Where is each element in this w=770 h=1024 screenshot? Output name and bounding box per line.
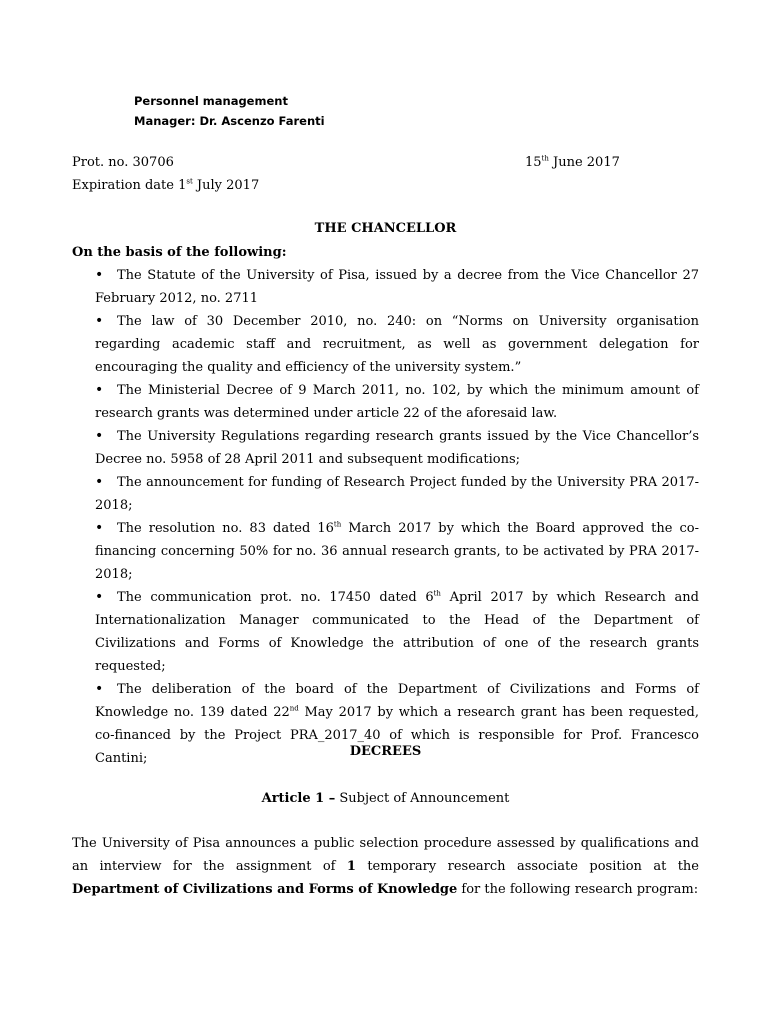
list-item: •The University Regulations regarding research grants issued by the Vice Chancellor’s Decree no. 5958 of 28 April 2011 and subsequent modifications;	[95, 425, 699, 471]
bullet-icon	[95, 471, 117, 494]
document-date: 15th June 2017	[525, 154, 620, 170]
bullet-icon	[95, 678, 117, 701]
document-header	[134, 91, 325, 131]
protocol-number: Prot. no. 30706	[72, 155, 174, 170]
expiration-date: Expiration date 1st July 2017	[72, 177, 260, 193]
list-item: •The announcement for funding of Research Project funded by the University PRA 2017-2018;	[95, 471, 699, 517]
list-item: •The Statute of the University of Pisa, issued by a decree from the Vice Chancellor 27 February 2012, no. 2711	[95, 264, 699, 310]
bullet-icon	[95, 264, 117, 287]
chancellor-title: THE CHANCELLOR	[314, 221, 457, 236]
list-item: •The communication prot. no. 17450 dated 6th April 2017 by which Research and Internationalization Manager communicated to the Head of the Department of Civilizations and Forms of Knowledge the attribution of one of the research grants requested;	[95, 586, 699, 678]
list-item: •The Ministerial Decree of 9 March 2011, no. 102, by which the minimum amount of research grants was determined under article 22 of the aforesaid law.	[95, 379, 699, 425]
bullet-icon	[95, 310, 117, 333]
basis-heading: On the basis of the following:	[72, 245, 287, 260]
announcement-paragraph: The University of Pisa announces a public selection procedure assessed by qualifications and an interview for the assignment of 1 temporary research associate position at the Department of Civilizations and Forms of Knowledge for the following research program:	[72, 836, 699, 897]
manager-name: Manager: Dr. Ascenzo Farenti	[134, 114, 325, 128]
decrees-title: DECREES	[349, 744, 422, 759]
list-item: •The deliberation of the board of the Department of Civilizations and Forms of Knowledge no. 139 dated 22nd May 2017 by which a research grant has been requested, co-financed by the Project PRA_2017_40 of which is responsible for Prof. Francesco Cantini;	[95, 678, 699, 770]
article-number: Article 1 –	[261, 791, 336, 806]
list-item: •The resolution no. 83 dated 16th March 2017 by which the Board approved the co-financing concerning 50% for no. 36 annual research grants, to be activated by PRA 2017-2018;	[95, 517, 699, 586]
bullet-icon	[95, 517, 117, 540]
bullet-icon	[95, 425, 117, 448]
article-heading	[72, 789, 699, 809]
article-subject: Subject of Announcement	[335, 791, 510, 806]
list-item: •The law of 30 December 2010, no. 240: on “Norms on University organisation regarding academic staff and recruitment, as well as government delegation for encouraging the quality and efficiency of the university system.”	[95, 310, 699, 379]
premises-list	[95, 264, 699, 770]
protocol-block	[72, 152, 259, 197]
office-name: Personnel management	[134, 94, 288, 108]
bullet-icon	[95, 586, 117, 609]
bullet-icon	[95, 379, 117, 402]
